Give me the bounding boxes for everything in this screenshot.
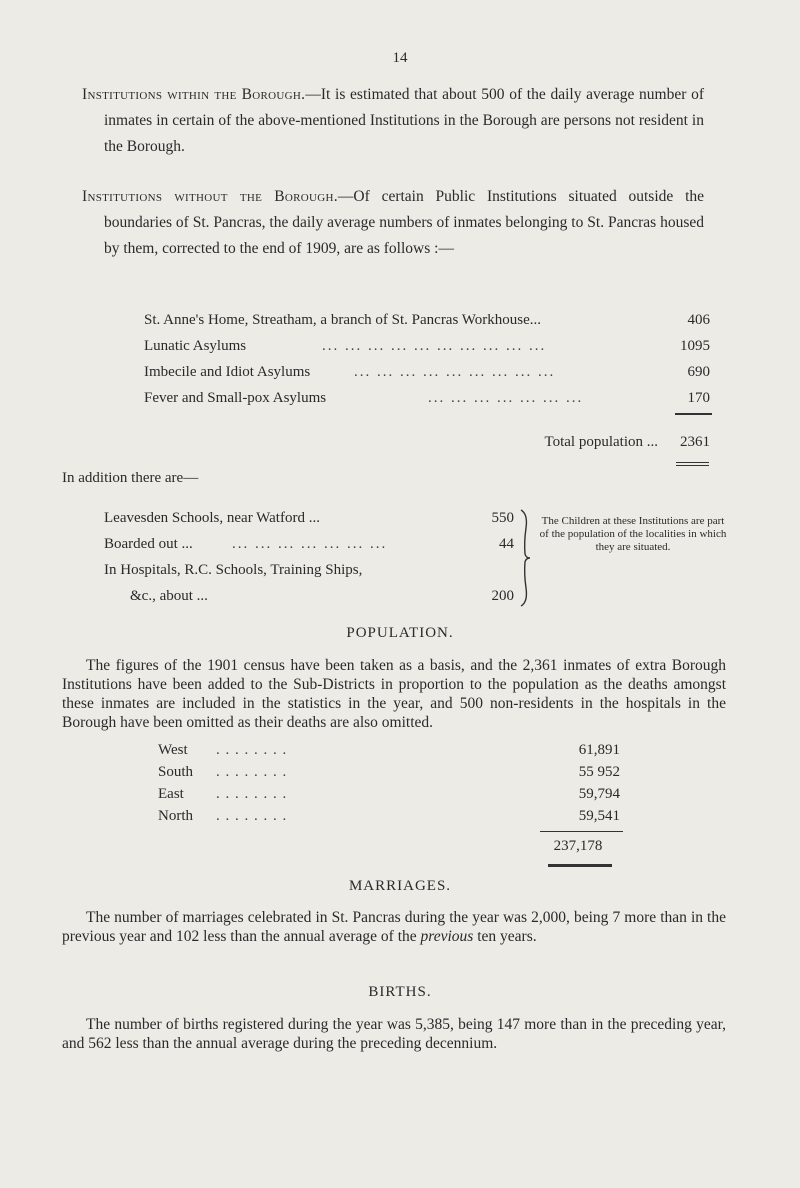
marriages-heading: MARRIAGES. [348,878,452,894]
leader-dots: ... ... ... ... ... ... ... [232,536,388,552]
leader-dots: . . . . . . . . [216,764,288,780]
marriages-text-italic: previous [420,928,474,945]
marriages-text-before: The number of marriages celebrated in St. Pancras during the year was 2,000, being 7 more than in the previous year and 102 less than the annual average of the [62,909,726,945]
district-value: 59,541 [578,808,620,824]
without-row-value: 406 [687,312,710,328]
addition-intro: In addition there are— [62,470,199,486]
population-heading: POPULATION. [346,625,454,641]
total-rule [540,831,623,832]
births-text: The number of births registered during the year was 5,385, being 147 more than in the preceding year, and 562 less than the annual average during the preceding decennium. [62,1016,726,1052]
without-row-label: Imbecile and Idiot Asylums [144,364,311,380]
district-label: West [158,742,188,758]
leader-dots: ... ... ... ... ... ... ... ... ... ... [322,338,547,354]
page-number: 14 [392,50,408,66]
population-total: 237,178 [553,838,603,854]
births-heading: BIRTHS. [368,984,432,1000]
marriages-text [62,908,726,946]
without-paragraph [82,184,704,262]
without-row-value: 170 [687,390,710,406]
addition-row-value: 550 [491,510,514,526]
addition-row-label: &c., about ... [130,588,208,604]
within-text: —It is estimated that about 500 of the daily average number of inmates in certain of the above-mentioned Institutions in the Borough are persons not resident in the Borough. [104,86,704,155]
without-row-label: St. Anne's Home, Streatham, a branch of St. Pancras Workhouse... [144,312,541,328]
without-text: —Of certain Public Institutions situated outside the boundaries of St. Pancras, the daily average numbers of inmates belonging to St. Pancras housed by them, corrected to the end of 1909, are as follows :— [104,188,705,257]
addition-row-value: 44 [499,536,514,552]
total-value: 2361 [680,434,710,450]
population-text: The figures of the 1901 census have been taken as a basis, and the 2,361 inmates of extra Borough Institutions have been added to the Sub-Districts in proportion to the population as the deaths amongst these inmates are included in the statistics in the year, and 500 non-residents in the hospitals in the Borough have been omitted as their deaths are also omitted. [62,657,726,731]
without-heading: Institutions without the Borough. [82,188,338,205]
district-value: 61,891 [578,742,620,758]
addition-row-value: 200 [491,588,514,604]
without-row-label: Fever and Small-pox Asylums [144,390,327,406]
without-row-value: 690 [687,364,710,380]
total-label: Total population ... [544,434,658,450]
total-underline [548,864,612,867]
district-label: South [158,764,194,780]
addition-note: The Children at these Institutions are part of the population of the localities in which they are situated. [539,515,727,553]
leader-dots: . . . . . . . . [216,786,288,802]
total-rule [675,413,712,415]
district-value: 59,794 [578,786,620,802]
within-heading: Institutions within the Borough. [82,86,306,103]
within-paragraph [82,82,704,160]
district-value: 55 952 [578,764,620,780]
addition-row-label: Boarded out ... [104,536,193,552]
without-row-value: 1095 [680,338,710,354]
double-rule [676,462,709,463]
without-row-label: Lunatic Asylums [144,338,247,354]
district-label: East [158,786,184,802]
leader-dots: ... ... ... ... ... ... ... [428,390,584,406]
district-label: North [158,808,193,824]
double-rule [676,465,709,466]
addition-row-label: In Hospitals, R.C. Schools, Training Ships, [104,562,363,578]
brace-icon [518,508,532,608]
addition-row-label: Leavesden Schools, near Watford ... [104,510,320,526]
leader-dots: . . . . . . . . [216,808,288,824]
leader-dots: ... ... ... ... ... ... ... ... ... [354,364,556,380]
marriages-text-after: ten years. [473,928,537,945]
leader-dots: . . . . . . . . [216,742,288,758]
